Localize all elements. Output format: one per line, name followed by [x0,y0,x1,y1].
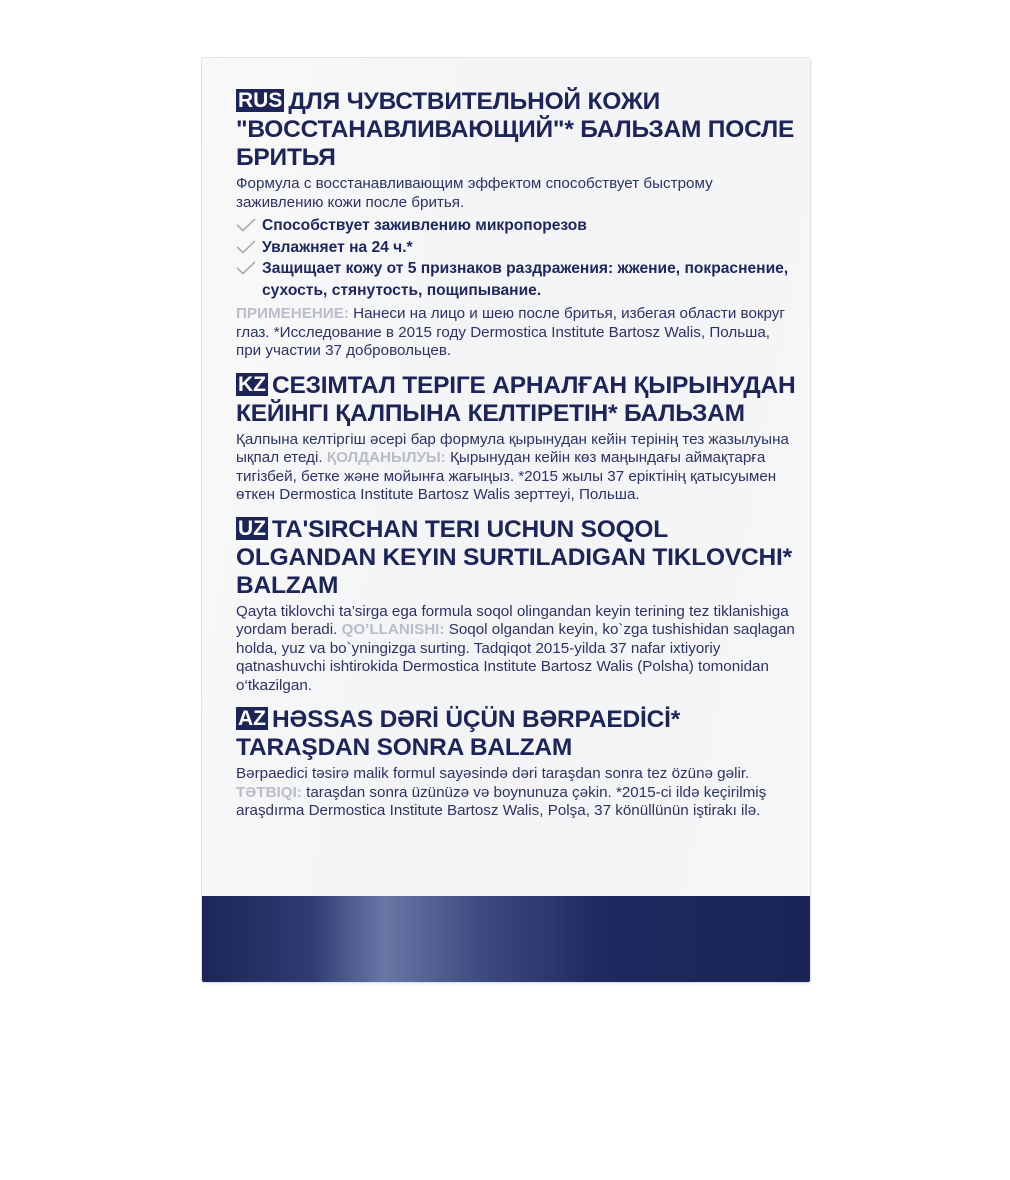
intro-text: Qayta tiklovchi ta’sirga ega formula soqol olingandan keyin terining tez tiklanishiga yordam beradi. [236,602,789,638]
intro-text: Қалпына келтіргіш әсері бар формула қырынудан кейін терінің тез жазылуына ықпал етеді. [236,430,789,466]
intro-text: Формула с восстанавливающим эффектом способствует быстрому заживлению кожи после бритья. [236,175,713,211]
language-code-badge: KZ [238,372,266,396]
language-code-badge: RUS [238,89,283,112]
usage-text: Нанеси на лицо и шею после бритья, избегая области вокруг глаз. *Исследование в 2015 году Dermostica Institute Bartosz Walis, Польша, при участии 37 добровольцев. [236,305,785,359]
section-heading [236,372,796,428]
heading-text: СЕЗІМТАЛ ТЕРІГЕ АРНАЛҒАН ҚЫРЫНУДАН КЕЙІНГІ ҚАЛПЫНА КЕЛТІРЕТІН* БАЛЬЗАМ [236,371,796,427]
checkmark-icon [236,261,256,275]
benefit-text: Защищает кожу от 5 признаков раздражения: жжение, покраснение, сухость, стянутость, пощипывание. [262,260,789,299]
usage-label: QO’LLANISHI: [341,621,445,638]
section-rus [236,88,796,361]
heading-text: HƏSSAS DƏRİ ÜÇÜN BƏRPAEDİCİ* TARAŞDAN SONRA BALZAM [236,706,681,761]
checkmark-icon [236,240,256,254]
heading-text: ДЛЯ ЧУВСТВИТЕЛЬНОЙ КОЖИ "ВОССТАНАВЛИВАЮЩИЙ"* БАЛЬЗАМ ПОСЛЕ БРИТЬЯ [236,88,795,171]
intro-text: Bərpaedici təsirə malik formul sayəsində dəri taraşdan sonra tez özünə gəlir. [236,765,750,782]
usage-text: Soqol olgandan keyin, ko`zga tushishidan saqlagan holda, yuz va bo`yningizga surting. Tadqiqot 2015-yilda 37 nafar ixtiyoriy qatnashuvchi ishtirokida Dermostica Institute Bartosz Walis (Polsha) tomonidan o‘tkazilgan. [236,621,795,694]
section-heading [236,706,796,762]
usage-paragraph [236,305,796,361]
label-text-area [236,88,796,832]
benefit-item [236,237,796,259]
checkmark-icon [236,218,256,232]
usage-label: TƏTBIQI: [236,783,302,801]
section-heading [236,88,796,172]
section-body [236,765,796,821]
usage-text: Қырынудан кейін көз маңындағы аймақтарға тигізбей, бетке және мойынға жағыңыз. *2015 жылы 37 еріктінің қатысуымен өткен Dermostica Institute Bartosz Walis зерттеуі, Польша. [236,449,777,503]
language-code-badge: UZ [238,516,266,540]
usage-label: ПРИМЕНЕНИЕ: [236,305,349,322]
section-az [236,706,796,821]
benefit-text: Увлажняет на 24 ч.* [262,238,413,256]
section-body [236,603,796,696]
language-code-badge: AZ [238,707,266,730]
section-kz [236,372,796,505]
benefit-list [236,215,796,301]
section-heading [236,516,796,600]
product-box-panel [202,58,810,982]
section-body [236,431,796,505]
benefit-text: Способствует заживлению микропорезов [262,217,587,234]
heading-text: TA'SIRCHAN TERI UCHUN SOQOL OLGANDAN KEYIN SURTILADIGAN TIKLOVCHI* BALZAM [236,515,792,599]
section-uz [236,516,796,696]
benefit-item [236,258,796,301]
usage-text: taraşdan sonra üzünüzə və boynunuza çəkin. *2015-ci ildə keçirilmiş araşdırma Dermostica Institute Bartosz Walis, Polşa, 37 könüllünün iştirakı ilə. [236,783,767,819]
benefit-item [236,215,796,237]
usage-label: ҚОЛДАНЫЛУЫ: [326,449,446,466]
navy-bottom-band [202,896,810,982]
